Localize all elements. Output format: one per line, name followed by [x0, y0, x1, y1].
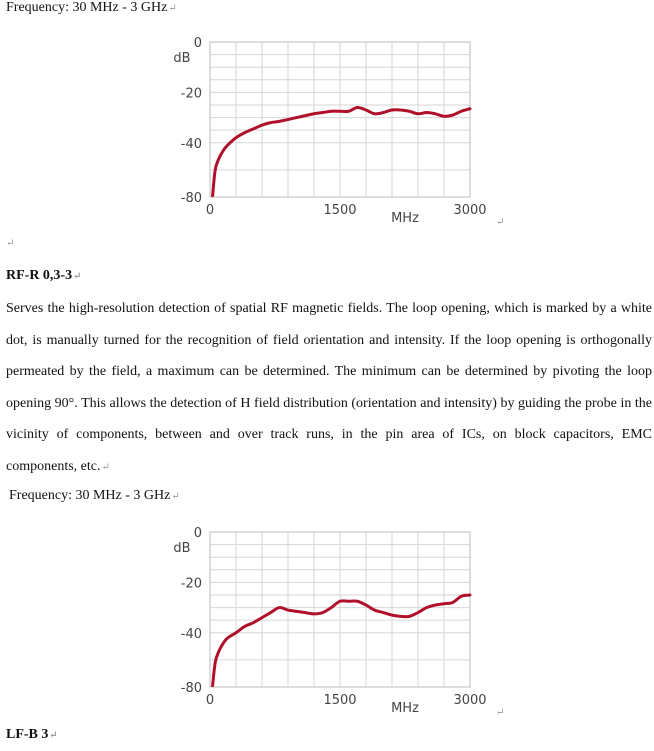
- y-tick-label: -80: [180, 191, 202, 206]
- chart-2-svg: [160, 520, 500, 720]
- chart-axes: [173, 36, 486, 226]
- y-tick-label: 0: [193, 526, 202, 541]
- x-tick-label: 1500: [323, 693, 357, 708]
- series-line: [213, 595, 470, 686]
- y-tick-label: -40: [180, 626, 202, 642]
- paragraph-mark: ↵: [73, 271, 82, 282]
- paragraph-mark: ↵: [6, 238, 15, 249]
- x-tick-label: 3000: [453, 693, 487, 708]
- chart-axes: [173, 526, 486, 716]
- y-tick-label: -80: [180, 681, 202, 696]
- paragraph-mark: ↵: [49, 730, 58, 741]
- frequency-line-top: [6, 0, 177, 16]
- paragraph-mark: ↵: [496, 217, 505, 228]
- section-title-lf: [6, 727, 58, 743]
- chart-2: [160, 520, 500, 716]
- description-text: Serves the high-resolution detection of spatial RF magnetic fields. The loop opening, which is marked by a white dot, is manually turned for the recognition of field orientation and intensity. If the loop opening is orthogonally permeated by the field, a maximum can be determined. The minimum can be determined by pivoting the loop opening 90°. This allows the detection of H field distribution (orientation and intensity) by guiding the probe in the vicinity of components, between and over track runs, in the pin area of ICs, on block capacitors, EMC components, etc.: [6, 301, 652, 474]
- y-tick-label: 0: [193, 36, 202, 51]
- y-axis-label: dB: [173, 51, 191, 66]
- y-tick-label: -40: [180, 136, 202, 152]
- frequency-text: Frequency: 30 MHz - 3 GHz: [9, 488, 171, 503]
- frequency-text: Frequency: 30 MHz - 3 GHz: [6, 0, 168, 15]
- chart-1-svg: [160, 30, 500, 230]
- section-title-text: RF-R 0,3-3: [6, 268, 73, 283]
- description-paragraph: [6, 293, 652, 483]
- series-line: [213, 107, 470, 195]
- x-tick-label: 0: [205, 203, 215, 218]
- y-axis-label: dB: [173, 541, 191, 556]
- section-title-text: LF-B 3: [6, 727, 49, 742]
- y-tick-label: -20: [180, 576, 202, 592]
- paragraph-mark: ↵: [496, 707, 505, 718]
- section-title-rf: [6, 268, 82, 284]
- x-axis-label: MHz: [391, 701, 419, 716]
- y-tick-label: -20: [180, 86, 202, 102]
- chart-1: [160, 30, 500, 226]
- paragraph-mark: ↵: [168, 3, 177, 14]
- paragraph-mark: ↵: [171, 491, 180, 502]
- x-tick-label: 1500: [323, 203, 357, 218]
- frequency-line-second: [9, 488, 180, 504]
- paragraph-mark: ↵: [101, 461, 110, 473]
- x-tick-label: 0: [205, 693, 215, 708]
- x-axis-label: MHz: [391, 211, 419, 226]
- x-tick-label: 3000: [453, 203, 487, 218]
